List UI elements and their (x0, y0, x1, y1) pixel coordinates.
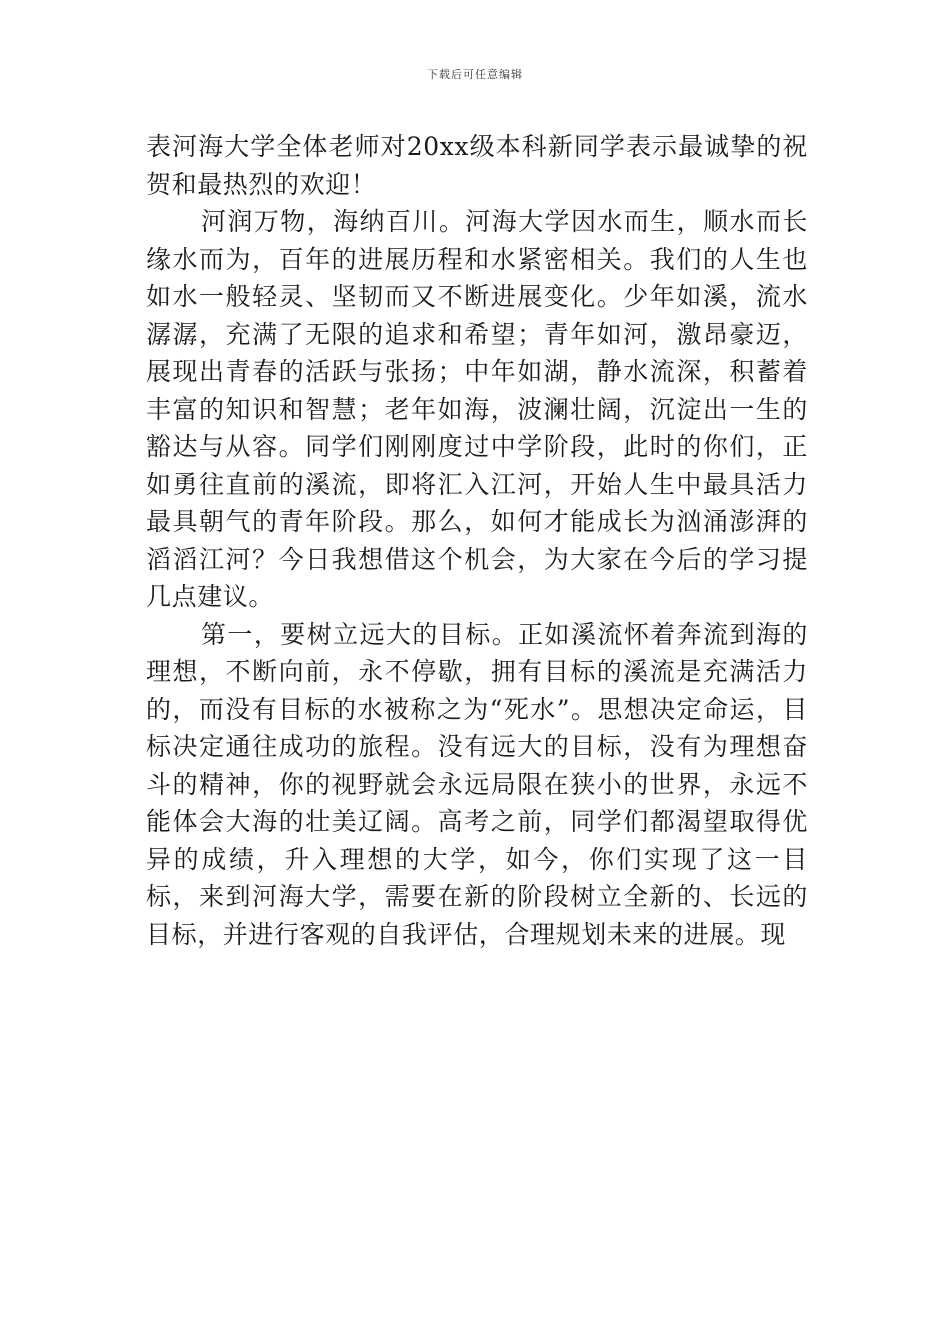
document-body (146, 128, 808, 953)
paragraph-rivers: 河润万物，海纳百川。河海大学因水而生，顺水而长缘水而为，百年的进展历程和水紧密相关。我们的人生也如水一般轻灵、坚韧而又不断进展变化。少年如溪，流水潺潺，充满了无限的追求和希望；青年如河，激昂豪迈，展现出青春的活跃与张扬；中年如湖，静水流深，积蓄着丰富的知识和智慧；老年如海，波澜壮阔，沉淀出一生的豁达与从容。同学们刚刚度过中学阶段，此时的你们，正如勇往直前的溪流，即将汇入江河，开始人生中最具活力最具朝气的青年阶段。那么，如何才能成长为汹涌澎湃的滔滔江河？今日我想借这个机会，为大家在今后的学习提几点建议。 (146, 207, 808, 611)
paragraph-continuation: 表河海大学全体老师对20xx级本科新同学表示最诚挚的祝贺和最热烈的欢迎！ (146, 132, 808, 199)
header-note: 下载后可任意编辑 (427, 68, 523, 81)
paragraph-first-goal: 第一，要树立远大的目标。正如溪流怀着奔流到海的理想，不断向前，永不停歇，拥有目标的溪流是充满活力的，而没有目标的水被称之为“死水”。思想决定命运，目标决定通往成功的旅程。没有远大的目标，没有为理想奋斗的精神，你的视野就会永远局限在狭小的世界，永远不能体会大海的壮美辽阔。高考之前，同学们都渴望取得优异的成绩，升入理想的大学，如今，你们实现了这一目标，来到河海大学，需要在新的阶段树立全新的、长远的目标，并进行客观的自我评估，合理规划未来的进展。现 (146, 619, 808, 949)
